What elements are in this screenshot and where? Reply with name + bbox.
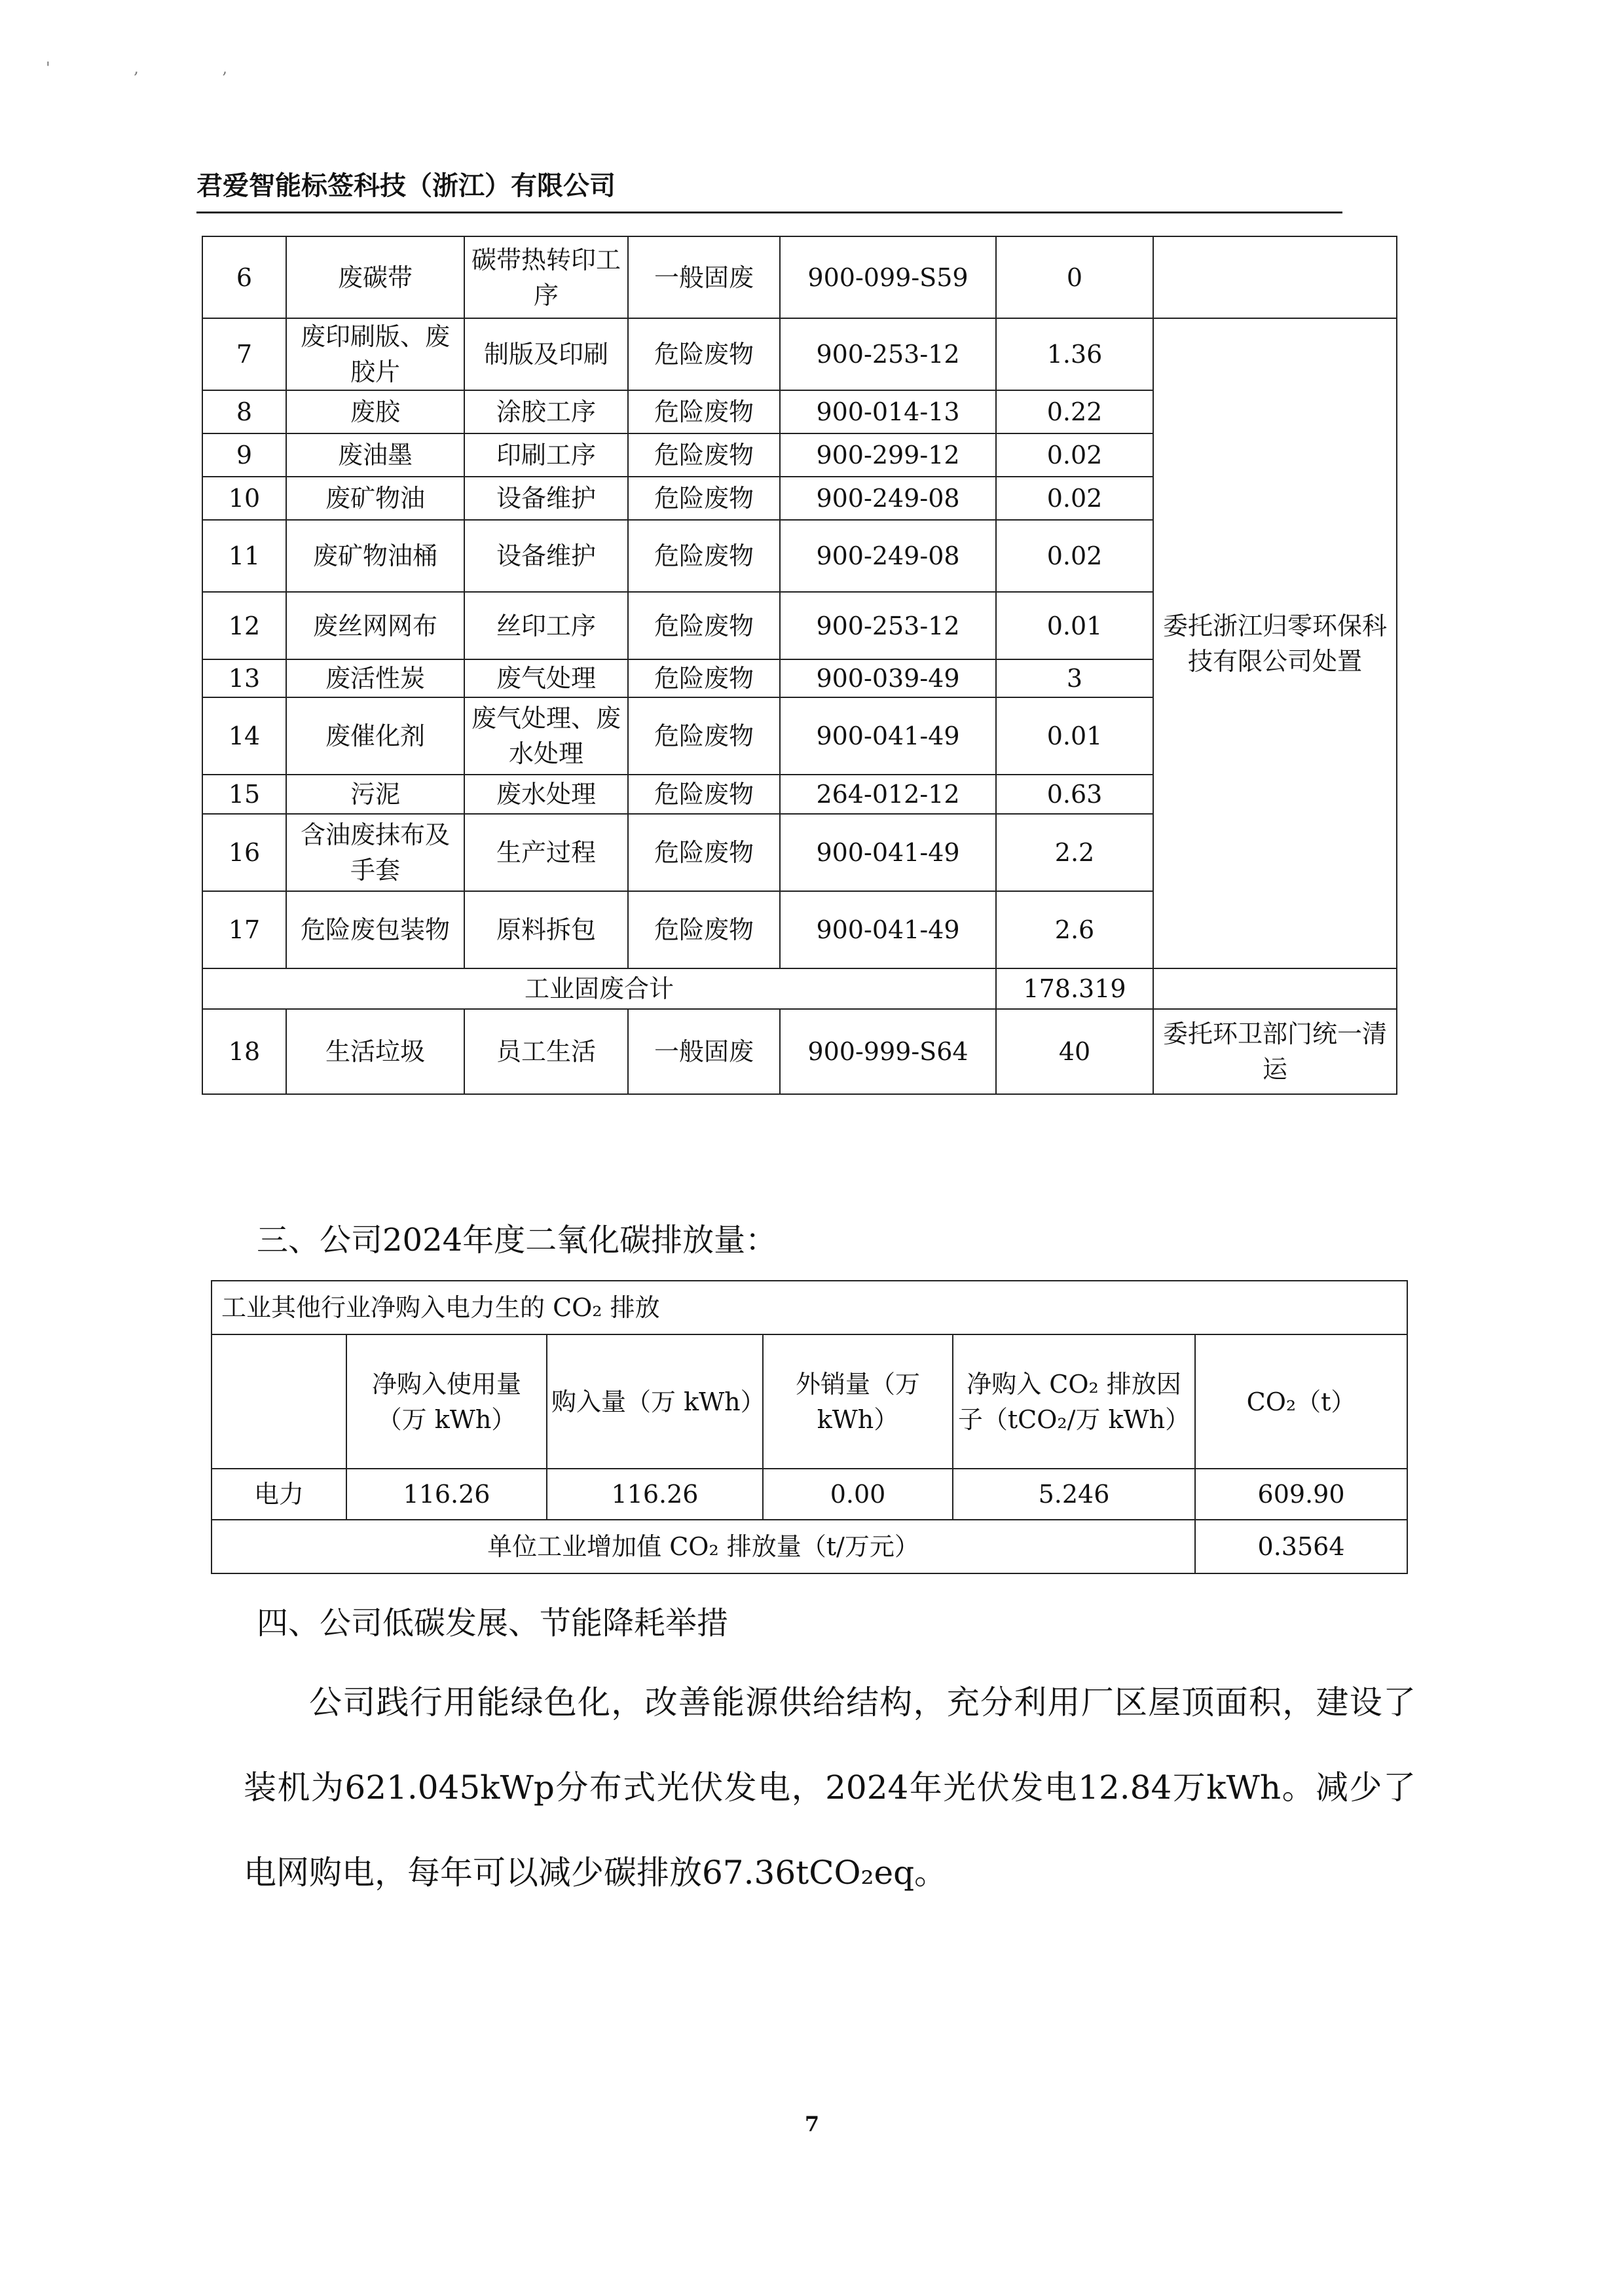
co2-emission-table	[211, 1280, 1408, 1574]
waste-name: 废碳带	[286, 236, 464, 318]
waste-code: 900-039-49	[780, 659, 996, 697]
co2-column-header: 净购入使用量（万 kWh）	[346, 1334, 547, 1469]
disposal-empty	[1153, 236, 1397, 318]
waste-amount: 2.2	[996, 814, 1153, 891]
waste-type: 危险废物	[628, 318, 780, 390]
waste-code: 900-249-08	[780, 520, 996, 592]
waste-type: 一般固废	[628, 236, 780, 318]
row-number: 9	[202, 433, 286, 477]
waste-amount: 40	[996, 1009, 1153, 1094]
waste-amount: 0	[996, 236, 1153, 318]
waste-source: 生产过程	[464, 814, 628, 891]
total-row	[202, 968, 1397, 1009]
waste-type: 危险废物	[628, 592, 780, 659]
waste-type: 危险废物	[628, 814, 780, 891]
disposal-hazardous: 委托浙江归零环保科技有限公司处置	[1153, 318, 1397, 968]
row-number: 16	[202, 814, 286, 891]
waste-source: 废水处理	[464, 775, 628, 814]
co2-column-header: 外销量（万 kWh）	[763, 1334, 953, 1469]
co2-column-header	[212, 1334, 346, 1469]
row-number: 6	[202, 236, 286, 318]
waste-source: 印刷工序	[464, 433, 628, 477]
waste-source: 原料拆包	[464, 891, 628, 968]
row-number: 18	[202, 1009, 286, 1094]
co2-cell: 116.26	[547, 1469, 763, 1520]
waste-name: 含油废抹布及手套	[286, 814, 464, 891]
co2-intensity-label: 单位工业增加值 CO₂ 排放量（t/万元）	[212, 1520, 1195, 1573]
waste-amount: 0.02	[996, 520, 1153, 592]
table-row	[202, 1009, 1397, 1094]
co2-column-header: 净购入 CO₂ 排放因子（tCO₂/万 kWh）	[953, 1334, 1195, 1469]
waste-type: 危险废物	[628, 520, 780, 592]
company-header: 君爱智能标签科技（浙江）有限公司	[196, 165, 1342, 213]
co2-table-title: 工业其他行业净购入电力生的 CO₂ 排放	[212, 1281, 1407, 1334]
row-number: 11	[202, 520, 286, 592]
co2-cell: 电力	[212, 1469, 346, 1520]
waste-name: 废印刷版、废胶片	[286, 318, 464, 390]
row-number: 7	[202, 318, 286, 390]
row-number: 15	[202, 775, 286, 814]
waste-type: 危险废物	[628, 433, 780, 477]
row-number: 17	[202, 891, 286, 968]
waste-code: 900-014-13	[780, 390, 996, 433]
waste-type: 一般固废	[628, 1009, 780, 1094]
waste-code: 900-041-49	[780, 814, 996, 891]
waste-code: 900-249-08	[780, 477, 996, 520]
row-number: 8	[202, 390, 286, 433]
co2-cell: 0.00	[763, 1469, 953, 1520]
waste-type: 危险废物	[628, 390, 780, 433]
waste-amount: 0.01	[996, 592, 1153, 659]
waste-amount: 0.01	[996, 697, 1153, 775]
co2-intensity-value: 0.3564	[1195, 1520, 1407, 1573]
waste-code: 900-999-S64	[780, 1009, 996, 1094]
waste-name: 废催化剂	[286, 697, 464, 775]
section-4-title: 四、公司低碳发展、节能降耗举措	[257, 1605, 729, 1642]
waste-amount: 0.63	[996, 775, 1153, 814]
co2-cell: 116.26	[346, 1469, 547, 1520]
co2-cell: 5.246	[953, 1469, 1195, 1520]
waste-code: 900-253-12	[780, 318, 996, 390]
co2-column-header: 购入量（万 kWh）	[547, 1334, 763, 1469]
waste-code: 900-253-12	[780, 592, 996, 659]
waste-amount: 1.36	[996, 318, 1153, 390]
section-4-paragraph: 公司践行用能绿色化，改善能源供给结构，充分利用厂区屋顶面积，建设了装机为621.045kWp分布式光伏发电，2024年光伏发电12.84万kWh。减少了电网购电，每年可以减少碳排放67.36tCO₂eq。	[244, 1683, 1416, 1892]
waste-code: 900-041-49	[780, 891, 996, 968]
waste-source: 碳带热转印工序	[464, 236, 628, 318]
waste-amount: 3	[996, 659, 1153, 697]
co2-column-header: CO₂（t）	[1195, 1334, 1407, 1469]
waste-type: 危险废物	[628, 659, 780, 697]
waste-source: 丝印工序	[464, 592, 628, 659]
table-row	[202, 318, 1397, 390]
waste-source: 涂胶工序	[464, 390, 628, 433]
scan-marks: ' , ,	[46, 59, 267, 77]
page-number: 7	[804, 2112, 820, 2137]
waste-name: 废丝网网布	[286, 592, 464, 659]
disposal-domestic: 委托环卫部门统一清运	[1153, 1009, 1397, 1094]
total-value: 178.319	[996, 968, 1153, 1009]
waste-source: 设备维护	[464, 477, 628, 520]
waste-name: 废矿物油桶	[286, 520, 464, 592]
waste-amount: 0.02	[996, 477, 1153, 520]
waste-source: 设备维护	[464, 520, 628, 592]
waste-type: 危险废物	[628, 477, 780, 520]
waste-name: 生活垃圾	[286, 1009, 464, 1094]
table-row	[202, 236, 1397, 318]
row-number: 13	[202, 659, 286, 697]
solid-waste-table	[202, 236, 1397, 1095]
waste-source: 制版及印刷	[464, 318, 628, 390]
row-number: 14	[202, 697, 286, 775]
waste-code: 900-099-S59	[780, 236, 996, 318]
section-3-title: 三、公司2024年度二氧化碳排放量：	[257, 1222, 777, 1258]
waste-name: 废油墨	[286, 433, 464, 477]
waste-amount: 0.22	[996, 390, 1153, 433]
waste-code: 264-012-12	[780, 775, 996, 814]
waste-name: 废胶	[286, 390, 464, 433]
waste-source: 员工生活	[464, 1009, 628, 1094]
waste-type: 危险废物	[628, 775, 780, 814]
waste-code: 900-299-12	[780, 433, 996, 477]
total-disposal-empty	[1153, 968, 1397, 1009]
waste-source: 废气处理	[464, 659, 628, 697]
co2-header-row	[212, 1334, 1407, 1469]
waste-amount: 0.02	[996, 433, 1153, 477]
row-number: 12	[202, 592, 286, 659]
co2-cell: 609.90	[1195, 1469, 1407, 1520]
waste-code: 900-041-49	[780, 697, 996, 775]
waste-name: 危险废包装物	[286, 891, 464, 968]
waste-source: 废气处理、废水处理	[464, 697, 628, 775]
waste-name: 废活性炭	[286, 659, 464, 697]
waste-type: 危险废物	[628, 891, 780, 968]
waste-name: 污泥	[286, 775, 464, 814]
waste-type: 危险废物	[628, 697, 780, 775]
row-number: 10	[202, 477, 286, 520]
waste-amount: 2.6	[996, 891, 1153, 968]
waste-name: 废矿物油	[286, 477, 464, 520]
co2-data-row	[212, 1469, 1407, 1520]
total-label: 工业固废合计	[202, 968, 996, 1009]
